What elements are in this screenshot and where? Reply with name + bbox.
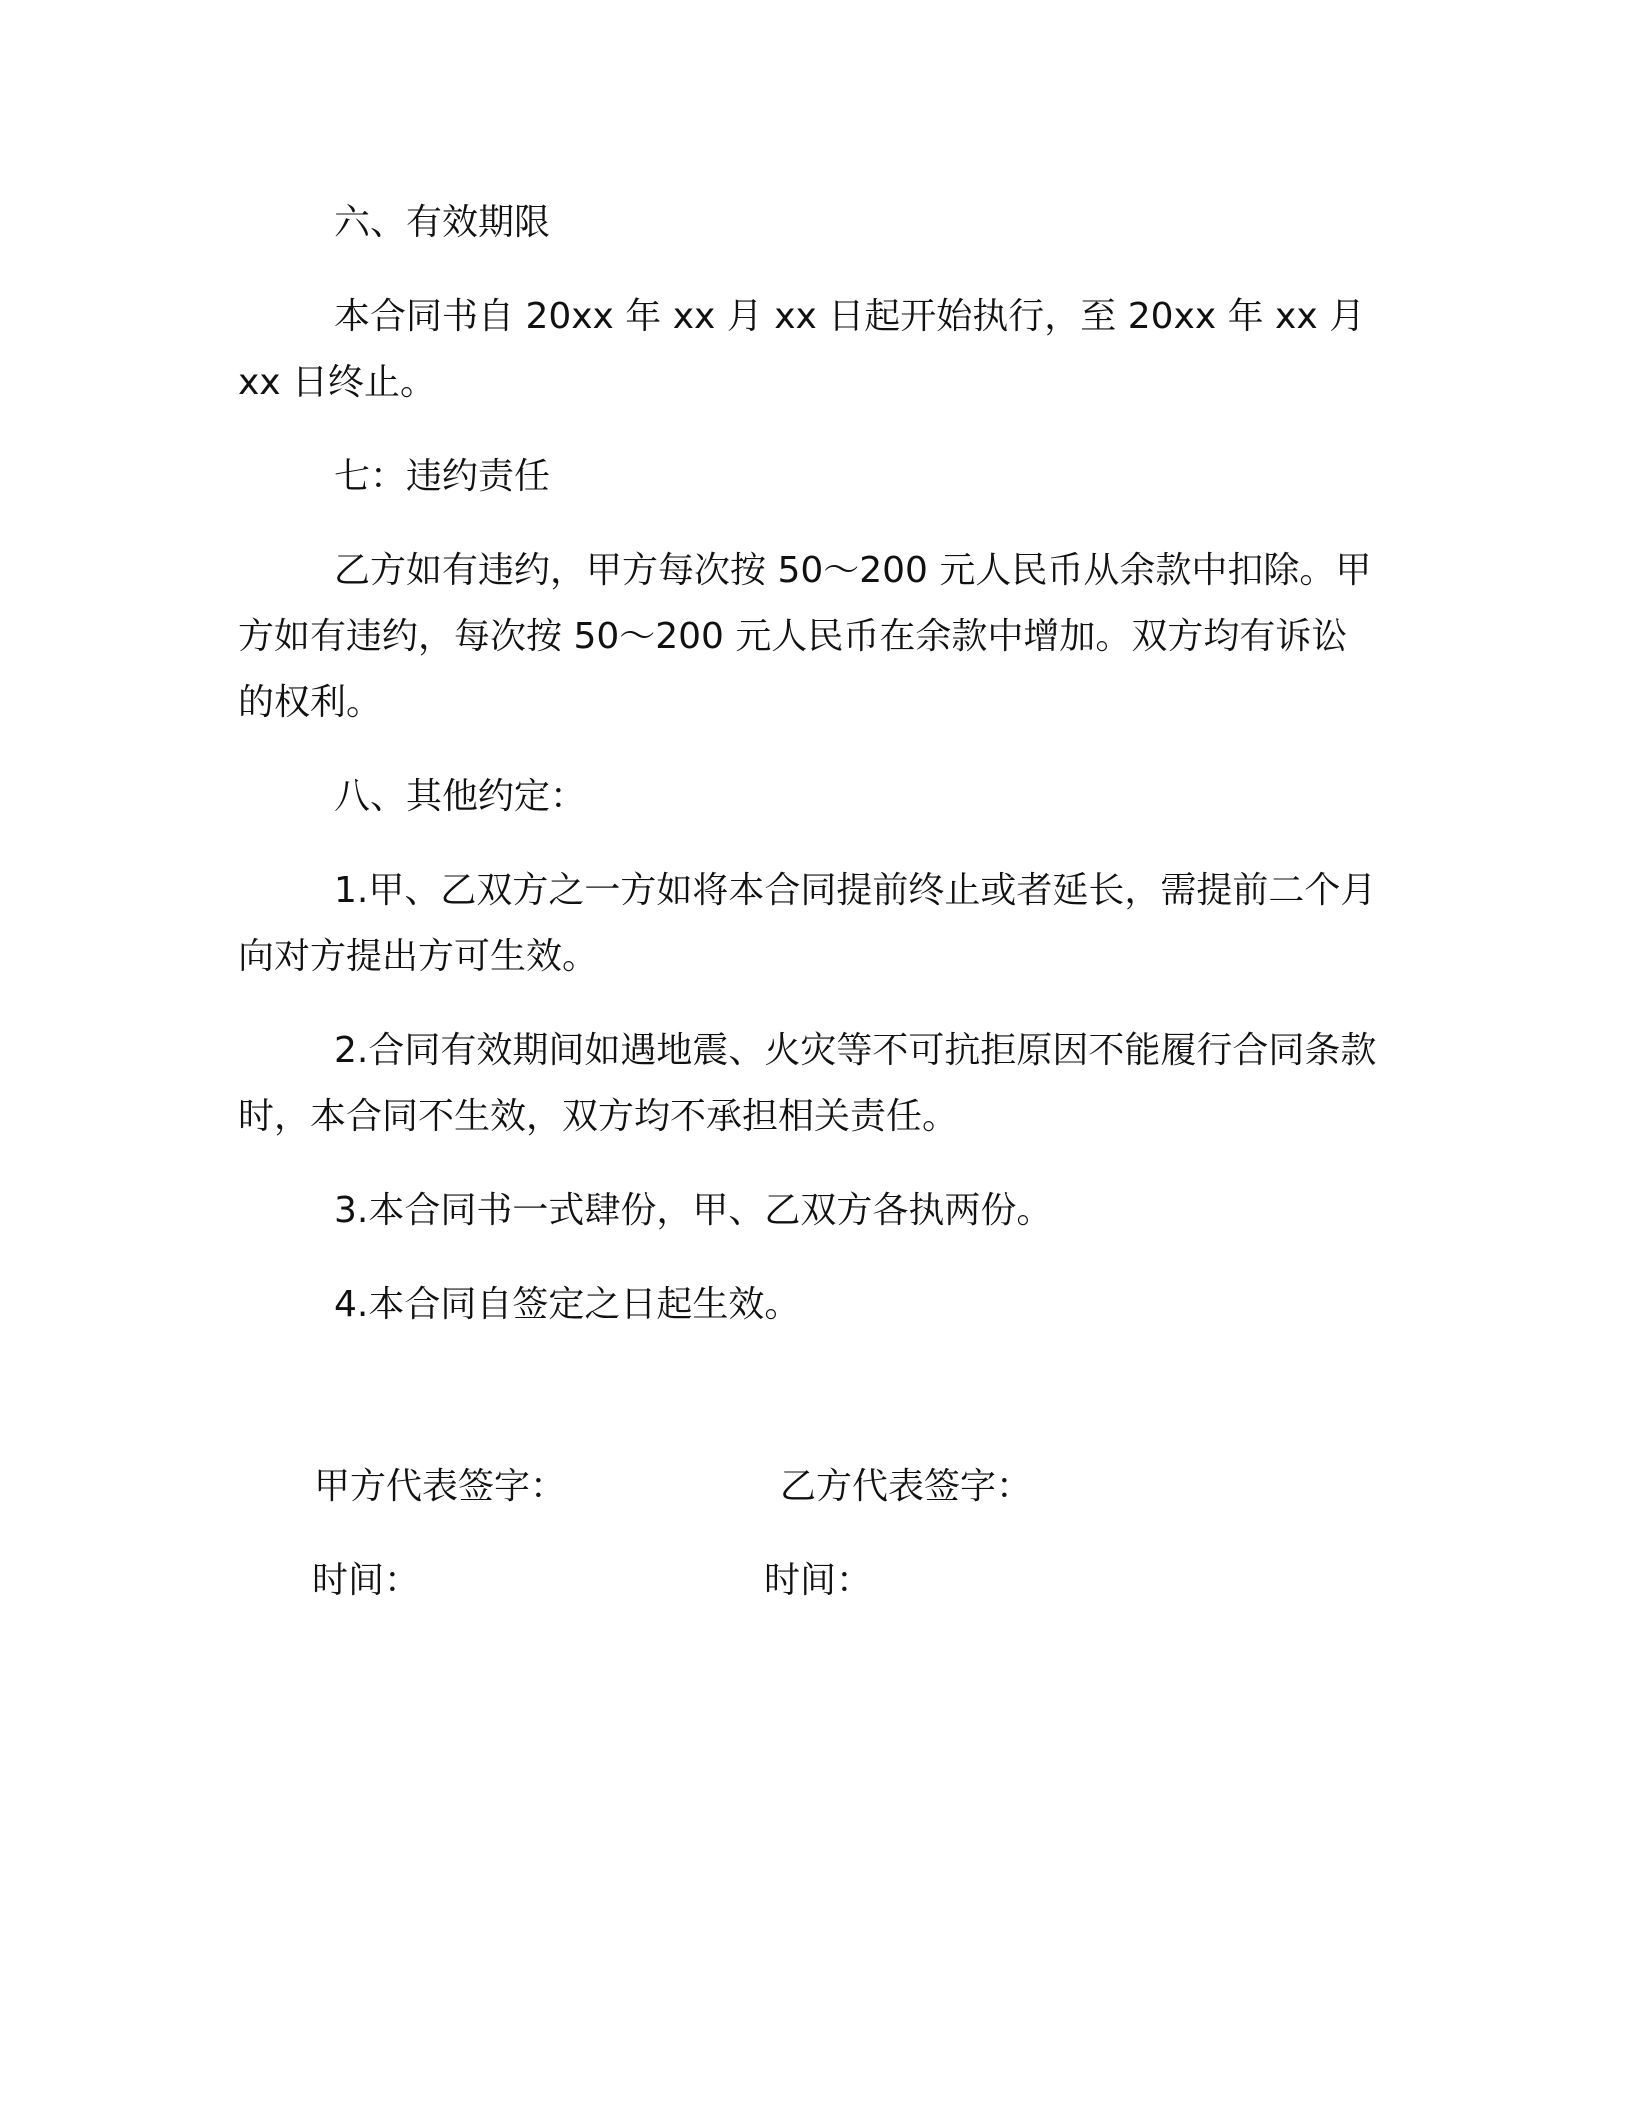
party-b-signature-label: 乙方代表签字： (780, 1466, 1033, 1507)
party-a-signature-label: 甲方代表签字： (314, 1466, 567, 1507)
contract-body (238, 190, 1378, 1338)
section-7-title: 七：违约责任 (334, 456, 551, 497)
section-8-item-2: 2.合同有效期间如遇地震、火灾等不可抗拒原因不能履行合同条款时，本合同不生效，双方均不承担相关责任。 (238, 1030, 1377, 1137)
section-8-item-1: 1.甲、乙双方之一方如将本合同提前终止或者延长，需提前二个月向对方提出方可生效。 (238, 870, 1377, 977)
section-7-body: 乙方如有违约，甲方每次按 50～200 元人民币从余款中扣除。甲方如有违约，每次按 50～200 元人民币在余款中增加。双方均有诉讼的权利。 (238, 550, 1372, 723)
section-6-body: 本合同书自 20xx 年 xx 月 xx 日起开始执行，至 20xx 年 xx 月 xx 日终止。 (238, 296, 1366, 403)
section-8-item-3: 3.本合同书一式肆份，甲、乙双方各执两份。 (334, 1190, 1053, 1231)
section-6-title: 六、有效期限 (334, 202, 551, 243)
party-b-time-label: 时间： (764, 1560, 873, 1601)
section-8-title: 八、其他约定： (334, 776, 587, 817)
party-a-time-label: 时间： (312, 1560, 421, 1601)
section-8-item-4: 4.本合同自签定之日起生效。 (334, 1284, 801, 1325)
